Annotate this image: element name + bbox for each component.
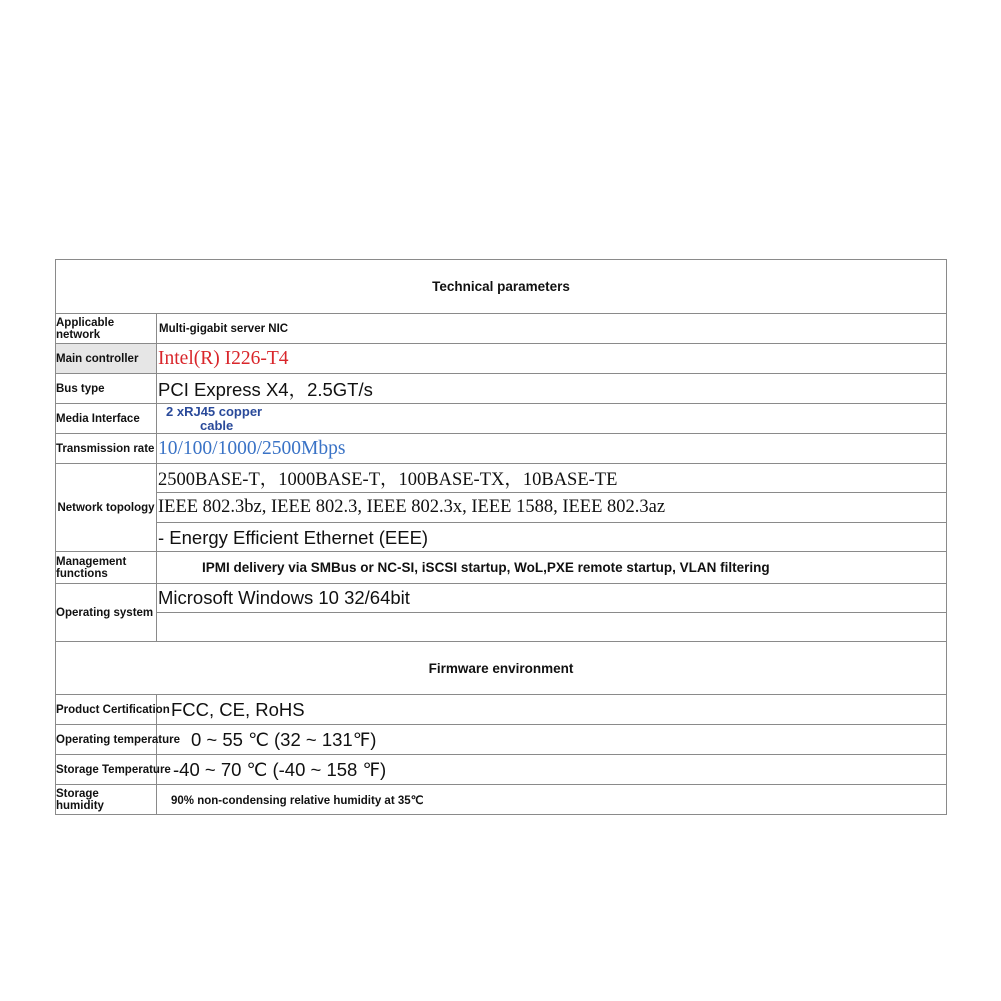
operating-system-empty-cell bbox=[157, 613, 946, 642]
network-topology-line3-cell bbox=[157, 523, 946, 552]
label-operating-temperature: Operating temperature bbox=[56, 725, 157, 754]
value-transmission-rate-cell bbox=[157, 434, 946, 463]
row-bus-type bbox=[56, 373, 946, 403]
label-management-functions-line2: functions bbox=[56, 567, 108, 580]
row-operating-system bbox=[56, 583, 946, 641]
row-storage-temperature bbox=[56, 754, 946, 784]
row-storage-humidity bbox=[56, 784, 946, 814]
firmware-environment-title: Firmware environment bbox=[428, 660, 574, 676]
row-main-controller bbox=[56, 343, 946, 373]
value-main-controller-cell bbox=[157, 344, 946, 373]
label-product-certification: Product Certification bbox=[56, 695, 157, 724]
row-operating-temperature bbox=[56, 724, 946, 754]
label-storage-humidity-line1: Storage bbox=[56, 787, 99, 800]
row-applicable-network bbox=[56, 313, 946, 343]
network-topology-line2-cell bbox=[157, 493, 946, 523]
value-transmission-rate: 10/100/1000/2500Mbps bbox=[158, 437, 346, 459]
value-operating-temperature-cell bbox=[157, 725, 946, 754]
value-management-functions: IPMI delivery via SMBus or NC-SI, iSCSI startup, WoL,PXE remote startup, VLAN filtering bbox=[202, 560, 770, 575]
value-storage-humidity: 90% non-condensing relative humidity at 35℃ bbox=[171, 794, 424, 807]
label-network-topology: Network topology bbox=[56, 464, 157, 552]
label-storage-humidity-line2: humidity bbox=[56, 799, 104, 812]
value-bus-type-cell bbox=[157, 374, 946, 403]
value-network-topology-line2: IEEE 802.3bz, IEEE 802.3, IEEE 802.3x, IEEE 1588, IEEE 802.3az bbox=[158, 497, 666, 517]
network-topology-line1-cell bbox=[157, 464, 946, 493]
spec-table bbox=[55, 259, 947, 815]
value-management-functions-cell bbox=[157, 552, 946, 583]
value-operating-temperature: 0 ~ 55 ℃ (32 ~ 131℉) bbox=[191, 728, 377, 750]
technical-parameters-title: Technical parameters bbox=[432, 279, 570, 294]
label-storage-humidity bbox=[56, 785, 157, 814]
value-bus-type: PCI Express X4，2.5GT/s bbox=[158, 378, 373, 400]
value-applicable-network: Multi-gigabit server NIC bbox=[159, 322, 289, 335]
value-media-interface-line2: cable bbox=[200, 418, 234, 433]
label-management-functions-line1: Management bbox=[56, 555, 127, 568]
value-product-certification: FCC, CE, RoHS bbox=[171, 698, 305, 720]
label-applicable-network bbox=[56, 314, 157, 343]
label-storage-temperature: Storage Temperature bbox=[56, 755, 157, 784]
label-management-functions bbox=[56, 552, 157, 583]
row-media-interface bbox=[56, 403, 946, 433]
value-media-interface-line1: 2 xRJ45 copper bbox=[166, 404, 263, 419]
label-operating-system: Operating system bbox=[56, 584, 157, 642]
label-applicable-network-line2: network bbox=[56, 328, 101, 341]
value-applicable-network-cell bbox=[157, 314, 946, 343]
value-product-certification-cell bbox=[157, 695, 946, 724]
technical-parameters-header-row bbox=[56, 260, 946, 313]
value-storage-temperature-cell bbox=[157, 755, 946, 784]
row-network-topology bbox=[56, 463, 946, 551]
value-network-topology-line3: - Energy Efficient Ethernet (EEE) bbox=[158, 526, 429, 548]
operating-system-value-cell bbox=[157, 584, 946, 613]
label-bus-type: Bus type bbox=[56, 374, 157, 403]
label-transmission-rate: Transmission rate bbox=[56, 434, 157, 463]
value-network-topology-line1: 2500BASE-T，1000BASE-T，100BASE-TX，10BASE-TE bbox=[158, 470, 618, 490]
row-product-certification bbox=[56, 694, 946, 724]
label-applicable-network-line1: Applicable bbox=[56, 316, 115, 329]
value-operating-system: Microsoft Windows 10 32/64bit bbox=[158, 587, 410, 608]
firmware-environment-header-row bbox=[56, 641, 946, 694]
label-main-controller: Main controller bbox=[56, 344, 157, 373]
value-storage-humidity-cell bbox=[157, 785, 946, 814]
value-main-controller: Intel(R) I226-T4 bbox=[158, 347, 289, 369]
value-storage-temperature: -40 ~ 70 ℃ (-40 ~ 158 ℉) bbox=[173, 758, 387, 780]
row-management-functions bbox=[56, 551, 946, 583]
value-media-interface bbox=[166, 405, 262, 433]
label-media-interface: Media Interface bbox=[56, 404, 157, 433]
row-transmission-rate bbox=[56, 433, 946, 463]
value-media-interface-cell bbox=[157, 404, 946, 433]
